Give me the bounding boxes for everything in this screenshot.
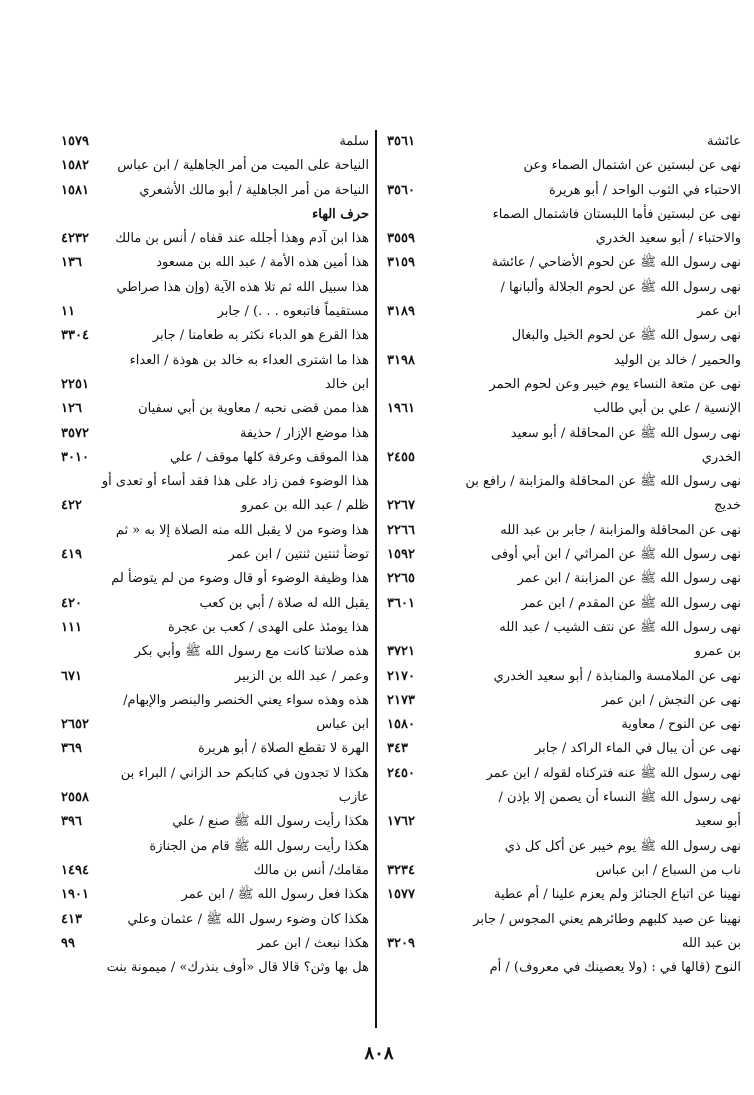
index-entry <box>377 810 754 834</box>
entry-text: مستقيماً فاتبعوه . . .) / جابر <box>217 304 369 320</box>
index-entry <box>377 130 754 154</box>
index-entry <box>377 373 754 397</box>
entry-text: أبو سعيد <box>695 814 741 830</box>
entry-text: نهى عن المحاقلة والمزابنة / جابر بن عبد الله <box>500 522 741 538</box>
entry-text: سلمة <box>339 134 369 149</box>
index-entry <box>377 567 754 591</box>
entry-number: ١٥٧٩ <box>61 134 89 149</box>
entry-number: ٢٦٥٢ <box>61 717 89 733</box>
entry-number: ١٣٦ <box>61 255 82 271</box>
index-entry <box>0 227 375 251</box>
index-entry <box>377 689 754 713</box>
entry-number: ٣٠١٠ <box>61 449 89 465</box>
entry-text: نهى رسول الله ﷺ عن لحوم الأضاحي / عائشة <box>491 255 741 271</box>
index-entry <box>0 810 375 834</box>
entry-text: ابن عباس <box>316 717 369 733</box>
entry-number: ٢٤٥٠ <box>387 765 415 781</box>
entry-text: هكذا كان وضوء رسول الله ﷺ / عثمان وعلي <box>127 911 369 927</box>
entry-text: بن عمرو <box>694 644 741 660</box>
index-entry <box>0 908 375 932</box>
entry-text: نهى رسول الله ﷺ عن المزابنة / ابن عمر <box>517 571 741 587</box>
index-entry <box>0 251 375 275</box>
index-entry <box>377 470 754 494</box>
entry-text: نهى رسول الله ﷺ عن لحوم الجلالة وألبانها / <box>500 279 741 295</box>
entry-number: ١٥٩٢ <box>387 547 415 563</box>
entry-text: نهى رسول الله ﷺ عن المحاقلة والمزابنة / رافع بن <box>465 474 741 490</box>
entry-text: هذا يومئذ على الهدى / كعب بن عجرة <box>168 619 369 635</box>
entry-number: ١١١ <box>61 619 82 635</box>
entry-text: عائشة <box>707 134 741 149</box>
index-entry <box>0 349 375 373</box>
index-entry <box>0 543 375 567</box>
entry-number: ١٥٨٢ <box>61 158 89 174</box>
entry-number: ٣٥٥٩ <box>387 231 415 247</box>
index-entry <box>377 592 754 616</box>
entry-text: النوح (قالها في : (ولا يعصينك في معروف) / أم <box>489 960 741 976</box>
index-entry <box>0 494 375 518</box>
entry-number: ٢٤٥٥ <box>387 449 415 465</box>
index-entry <box>377 908 754 932</box>
index-entry <box>377 276 754 300</box>
entry-text: نهى رسول الله ﷺ عنه فتركناه لقوله / ابن عمر <box>486 765 741 781</box>
entry-text: نهى عن الملامسة والمنابذة / أبو سعيد الخدري <box>493 668 741 684</box>
entry-text: هذا وظيفة الوضوء أو قال وضوء من لم يتوضأ لم <box>111 571 369 587</box>
entry-number: ٣٧٢١ <box>387 644 415 660</box>
entry-number: ٢٢٦٦ <box>387 522 415 538</box>
entry-number: ٣١٩٨ <box>387 352 415 368</box>
index-entry <box>0 130 375 154</box>
index-entry <box>0 762 375 786</box>
entry-number: ٣٥٦١ <box>387 134 415 149</box>
entry-number: ٣٦٠١ <box>387 595 415 611</box>
entry-number: ١٥٨١ <box>61 182 89 198</box>
entry-text: نهى عن لبستين فأما اللبستان فاشتمال الصماء <box>492 206 741 222</box>
entry-text: يقبل الله له صلاة / أبي بن كعب <box>199 595 369 611</box>
entry-text: نهى رسول الله ﷺ عن لحوم الخيل والبغال <box>511 328 741 344</box>
entry-number: ٤٢٠ <box>61 595 82 611</box>
index-entry <box>377 883 754 907</box>
entry-text: عازب <box>338 790 369 806</box>
index-entry <box>0 397 375 421</box>
index-entry <box>377 251 754 275</box>
entry-number: ٢١٧٠ <box>387 668 415 684</box>
entry-text: نهى عن النجش / ابن عمر <box>601 692 741 708</box>
index-entry <box>0 883 375 907</box>
page-number: ٨٠٨ <box>364 1043 394 1064</box>
index-entry <box>0 324 375 348</box>
index-entry <box>0 835 375 859</box>
entry-number: ٤٢٣٢ <box>61 231 89 247</box>
index-entry <box>0 592 375 616</box>
index-entry <box>377 859 754 883</box>
entry-text: ابن عمر <box>697 304 741 320</box>
index-entry <box>377 640 754 664</box>
entry-text: الاحتباء في الثوب الواحد / أبو هريرة <box>549 182 741 198</box>
entry-text: الإنسية / علي بن أبي طالب <box>593 401 741 417</box>
index-entry <box>377 349 754 373</box>
entry-number: ٢٢٥١ <box>61 376 89 392</box>
index-entry <box>0 446 375 470</box>
entry-text: نهى رسول الله ﷺ يوم خيبر عن أكل كل ذي <box>504 838 741 854</box>
entry-number: ١٩٦١ <box>387 401 415 417</box>
index-entry <box>0 470 375 494</box>
index-entry <box>377 446 754 470</box>
entry-number: ٤١٩ <box>61 547 82 563</box>
entry-text: هذا سبيل الله ثم تلا هذه الآية (وإن هذا صراطي <box>116 279 369 295</box>
entry-text: هكذا نبعث / ابن عمر <box>257 935 369 951</box>
entry-number: ١٤٩٤ <box>61 862 89 878</box>
index-entry <box>377 179 754 203</box>
entry-text: وعمر / عبد الله بن الزبير <box>234 668 369 684</box>
entry-number: ٣٥٦٠ <box>387 182 415 198</box>
entry-text: هذا القرع هو الدباء نكثر به طعامنا / جابر <box>152 328 369 344</box>
entry-text: هذه وهذه سواء يعني الخنصر والبنصر والإبهام/ <box>123 692 369 708</box>
index-entry <box>377 154 754 178</box>
index-entry <box>377 835 754 859</box>
entry-number: ٣٢٣٤ <box>387 862 415 878</box>
index-entry <box>0 689 375 713</box>
left-column <box>0 130 375 980</box>
entry-text: نهى عن متعة النساء يوم خيبر وعن لحوم الحمر <box>489 376 741 392</box>
entry-text: والاحتباء / أبو سعيد الخدري <box>595 231 741 247</box>
index-entry <box>0 179 375 203</box>
entry-text: هذا موضع الإزار / حذيفة <box>239 425 369 441</box>
entry-number: ٣٥٧٢ <box>61 425 89 441</box>
entry-number: ٣١٨٩ <box>387 304 415 320</box>
index-entry <box>377 300 754 324</box>
entry-text: الهرة لا تقطع الصلاة / أبو هريرة <box>198 741 369 757</box>
entry-text: مقامك/ أنس بن مالك <box>253 862 369 878</box>
column-divider <box>375 130 377 1028</box>
entry-number: ٢٢٦٥ <box>387 571 415 587</box>
index-entry <box>377 203 754 227</box>
entry-number: ٣٦٩ <box>61 741 82 757</box>
entry-text: نهى رسول الله ﷺ عن المحاقلة / أبو سعيد <box>510 425 741 441</box>
entry-number: ٩٩ <box>61 935 75 951</box>
index-entry <box>377 397 754 421</box>
entry-text: نهى عن النوح / معاوية <box>621 717 741 733</box>
index-entry <box>377 422 754 446</box>
entry-number: ٣٤٣ <box>387 741 408 757</box>
entry-number: ٣١٥٩ <box>387 255 415 271</box>
entry-number: ١٩٠١ <box>61 887 89 903</box>
index-entry <box>0 859 375 883</box>
index-entry <box>0 616 375 640</box>
entry-text: والحمير / خالد بن الوليد <box>613 352 741 368</box>
index-entry <box>377 956 754 980</box>
entry-number: ٦٧١ <box>61 668 82 684</box>
entry-text: هكذا رأيت رسول الله ﷺ صنع / علي <box>172 814 369 830</box>
index-entry <box>377 713 754 737</box>
index-entry <box>0 300 375 324</box>
entry-number: ٣٢٠٩ <box>387 935 415 951</box>
index-entry <box>377 519 754 543</box>
index-entry <box>0 786 375 810</box>
entry-number: ٢١٧٣ <box>387 692 415 708</box>
entry-text: نهى رسول الله ﷺ عن المقدم / ابن عمر <box>521 595 741 611</box>
index-entry <box>377 324 754 348</box>
entry-text: هكذا رأيت رسول الله ﷺ قام من الجنازة <box>149 838 369 854</box>
entry-text: هذا ابن آدم وهذا أجلله عند قفاه / أنس بن مالك <box>115 231 369 247</box>
entry-text: هذا الوضوء فمن زاد على هذا فقد أساء أو تعدى أو <box>101 474 369 490</box>
entry-number: ٣٣٠٤ <box>61 328 89 344</box>
index-entry <box>0 276 375 300</box>
entry-number: ١١ <box>61 304 75 320</box>
index-entry <box>377 932 754 956</box>
index-entry <box>377 494 754 518</box>
index-entry <box>377 665 754 689</box>
entry-number: ٢٥٥٨ <box>61 790 89 806</box>
entry-text: النياحة على الميت من أمر الجاهلية / ابن عباس <box>117 158 369 174</box>
index-entry <box>377 786 754 810</box>
entry-text: نهى رسول الله ﷺ النساء أن يصمن إلا بإذن / <box>498 790 741 806</box>
entry-text: خديج <box>714 498 741 514</box>
index-entry <box>0 737 375 761</box>
entry-text: هذا أمين هذه الأمة / عبد الله بن مسعود <box>156 255 369 271</box>
section-heading <box>0 203 375 227</box>
entry-text: هذا وضوء من لا يقبل الله منه الصلاة إلا به « ثم <box>115 522 369 538</box>
entry-text: هذه صلاتنا كانت مع رسول الله ﷺ وأبي بكر <box>134 644 369 660</box>
index-entry <box>377 616 754 640</box>
index-entry <box>0 956 375 980</box>
entry-text: هذا الموقف وعرفة كلها موقف / علي <box>169 449 369 465</box>
entry-text: نهى عن أن يبال في الماء الراكد / جابر <box>534 741 741 757</box>
right-column <box>377 130 754 980</box>
index-entry <box>0 422 375 446</box>
entry-text: بن عبد الله <box>681 935 741 951</box>
entry-number: ١٢٦ <box>61 401 82 417</box>
entry-text: الخدري <box>701 449 741 465</box>
entry-number: ١٧٦٢ <box>387 814 415 830</box>
entry-number: ١٥٧٧ <box>387 887 415 903</box>
entry-text: هل بها وثن؟ قالا قال «أوف بنذرك» / ميمونة بنت <box>106 960 369 976</box>
entry-text: ابن خالد <box>324 376 369 392</box>
index-entry <box>377 737 754 761</box>
entry-text: توضأ ثنتين ثنتين / ابن عمر <box>228 547 369 563</box>
entry-text: النياحة من أمر الجاهلية / أبو مالك الأشعري <box>139 182 369 198</box>
index-entry <box>377 543 754 567</box>
index-entry <box>0 373 375 397</box>
index-entry <box>0 665 375 689</box>
index-entry <box>0 519 375 543</box>
entry-text: هكذا لا تجدون في كتابكم حد الزاني / البراء بن <box>120 765 369 781</box>
entry-text: ناب من السباع / ابن عباس <box>595 862 741 878</box>
entry-text: هذا ممن قضى نحبه / معاوية بن أبي سفيان <box>138 401 369 417</box>
entry-text: نهينا عن اتباع الجنائز ولم يعزم علينا / أم عطية <box>494 887 741 903</box>
index-entry <box>0 154 375 178</box>
entry-number: ٤٢٢ <box>61 498 82 514</box>
entry-text: نهينا عن صيد كلبهم وطائرهم يعني المجوس / جابر <box>473 911 741 927</box>
index-entry <box>0 567 375 591</box>
entry-text: هذا ما اشترى العداء به خالد بن هوذة / العداء <box>129 352 369 368</box>
index-entry <box>0 640 375 664</box>
section-heading-text: حرف الهاء <box>312 206 369 222</box>
entry-number: ٢٢٦٧ <box>387 498 415 514</box>
index-entry <box>377 227 754 251</box>
index-entry <box>0 713 375 737</box>
entry-text: هكذا فعل رسول الله ﷺ / ابن عمر <box>181 887 369 903</box>
index-entry <box>377 762 754 786</box>
entry-text: نهى رسول الله ﷺ عن نتف الشيب / عبد الله <box>499 619 741 635</box>
index-entry <box>0 932 375 956</box>
entry-text: نهى عن لبستين عن اشتمال الصماء وعن <box>523 158 741 174</box>
entry-text: نهى رسول الله ﷺ عن المراثي / ابن أبي أوفى <box>490 547 741 563</box>
entry-text: ظلم / عبد الله بن عمرو <box>241 498 369 514</box>
entry-number: ٣٩٦ <box>61 814 82 830</box>
entry-number: ٤١٣ <box>61 911 82 927</box>
entry-number: ١٥٨٠ <box>387 717 415 733</box>
